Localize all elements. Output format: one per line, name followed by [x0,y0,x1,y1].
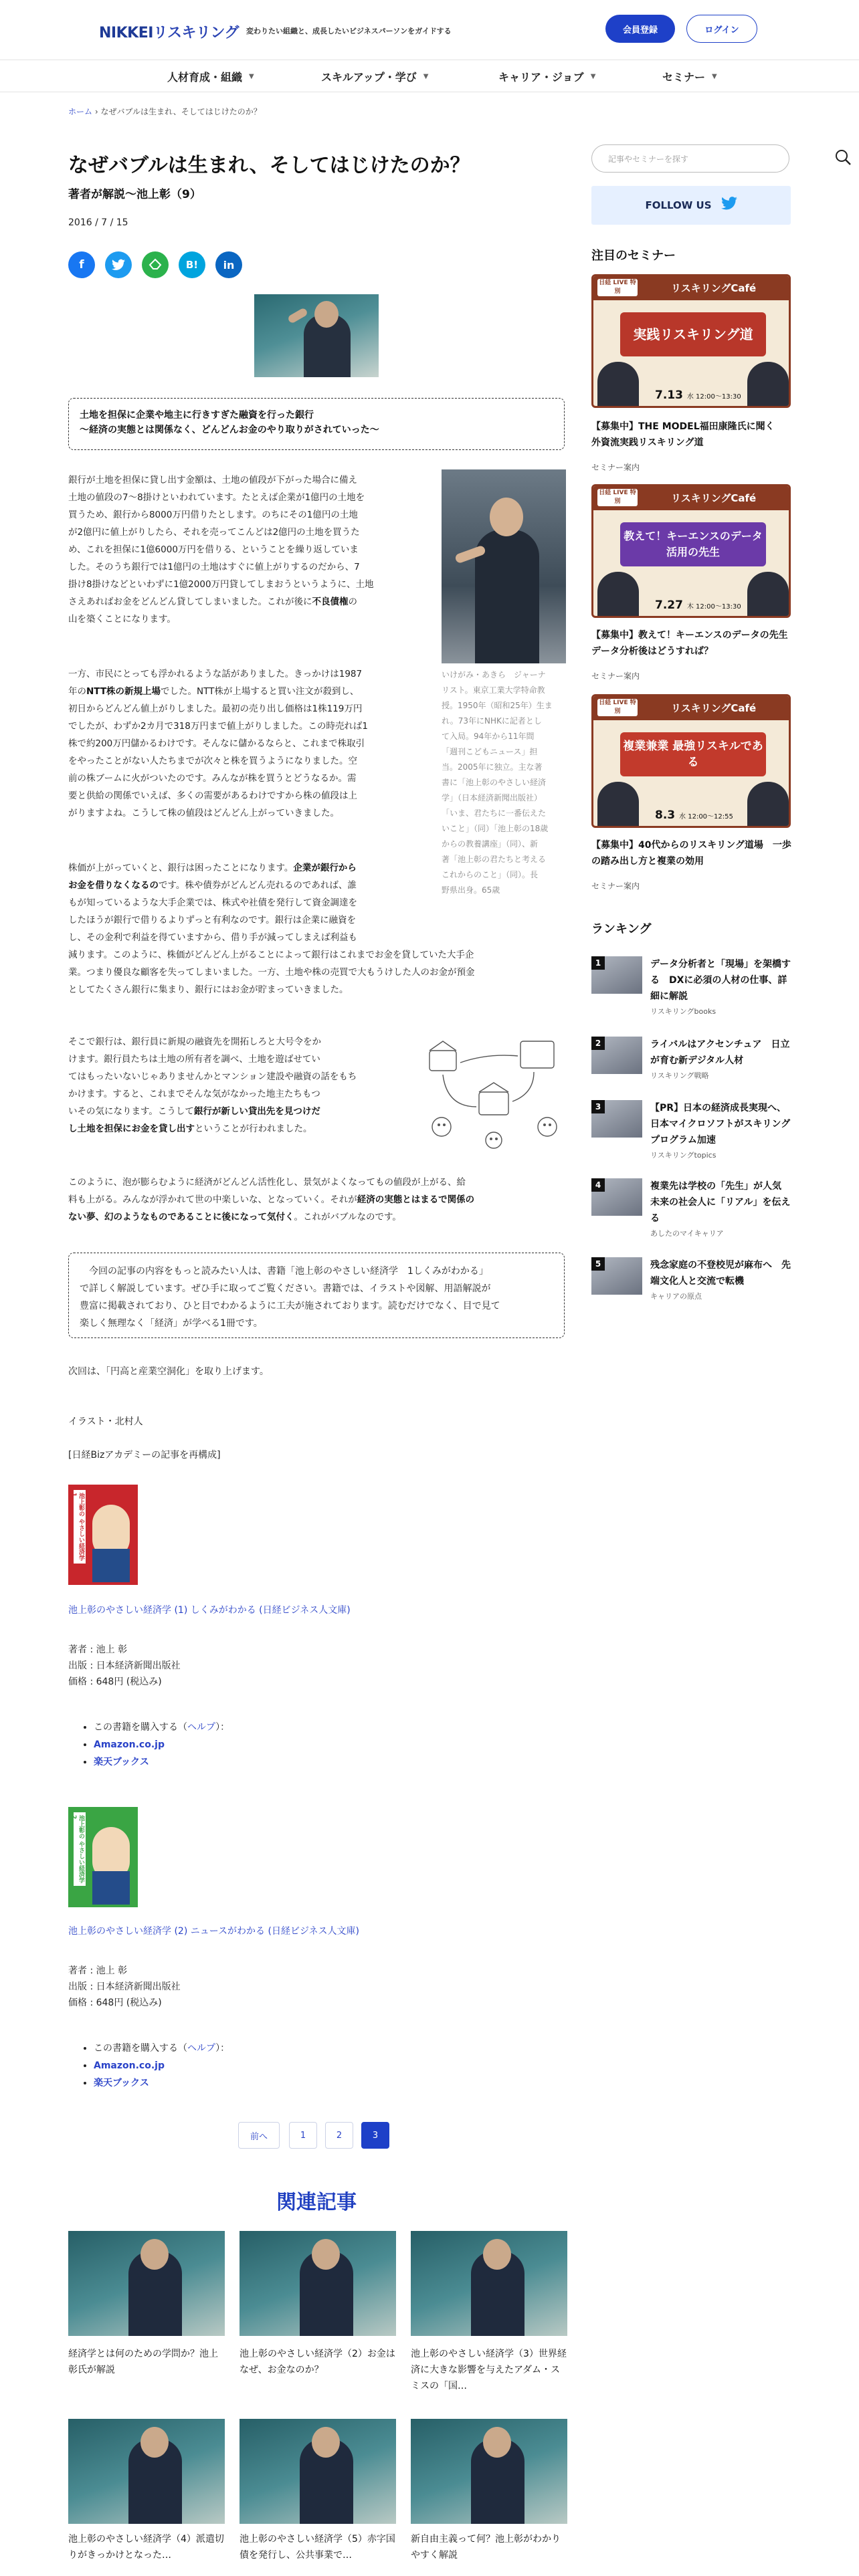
seminar-banner-tag: 日経 LIVE 特別 [597,489,638,506]
ranking-category: リスキリング戦略 [650,1071,709,1080]
facebook-share-button[interactable] [68,251,95,278]
nav-item-seminar[interactable]: セミナー ▼ [662,70,717,84]
seminar-banner-label: リスキリングCafé [593,276,789,300]
pagination-page-2[interactable]: 2 [325,2122,353,2149]
nav-item-skillup[interactable]: スキルアップ・学び ▼ [321,70,429,84]
related-articles-heading: 関連記事 [276,2191,357,2214]
related-title-3[interactable]: 池上彰のやさしい経済学（3）世界経済に大きな影響を与えたアダム・スミスの「国… [411,2349,567,2391]
paragraph-line: した。そのうち銀行では1億円の土地はすぐに値上がりするのだから、7 [68,562,360,572]
book-buy-list-2 [94,2040,229,2092]
book-promo-box [68,1253,565,1338]
pagination-page-3-current[interactable]: 3 [361,2122,389,2149]
main-nav [0,60,859,92]
paragraph-line: 買うため、銀行から8000万円借りたとします。のちにその1億円の土地 [68,510,358,520]
ranking-title: 複業先は学校の「先生」が人気 未来の社会人に「リアル」を伝える [650,1181,791,1224]
ranking-category: キャリアの原点 [650,1292,702,1301]
source-note: [日経Bizアカデミーの記事を再構成] [68,1450,221,1461]
paragraph-line: 土地の値段の7～8掛けといわれています。たとえば企業が1億円の土地を [68,492,365,503]
paragraph-2 [68,665,433,822]
ranking-item-1[interactable] [591,956,792,1023]
ranking-title: ライバルはアクセンチュア 日立が育む新デジタル人材 [650,1039,790,1066]
search-icon[interactable] [834,148,852,166]
lead-line-1: 土地を担保に企業や地主に行きすぎた融資を行った銀行 [80,410,314,421]
paragraph-1 [68,471,430,628]
seminar-banner-label: リスキリングCafé [593,696,789,720]
book-publisher: 出版 : 日本経済新聞出版社 [68,1660,181,1671]
ranking-number: 1 [591,956,605,970]
breadcrumb-home[interactable]: ホーム [68,107,93,116]
seminar-date: 8.3 水 12:00～12:55 [655,809,733,822]
hatena-bookmark-icon: B! [185,259,199,271]
book-cover-title: 池上彰の やさしい経済学 1 [74,1490,86,1564]
amazon-link[interactable]: Amazon.co.jp [94,2060,165,2071]
breadcrumb-separator: › [94,107,98,116]
chevron-down-icon: ▼ [590,72,596,80]
pagination-prev-button[interactable]: 前へ [238,2122,280,2149]
book-title-link-1[interactable]: 池上彰のやさしい経済学 (1) しくみがわかる (日経ビジネス人文庫) [68,1605,351,1616]
caption-line: れ。73年にNHKに記者とし [442,716,542,726]
illustration-credit: イラスト・北村人 [68,1416,143,1427]
chevron-down-icon: ▼ [249,72,254,80]
seminar-banner-1[interactable] [591,274,791,408]
caption-line: 学」（日本経済新聞出版社） [442,793,543,802]
paragraph-line: 株で約200万円儲かるわけです。そんなに儲かるならと、これまで株取引 [68,738,365,749]
paragraph-line: 初日からどんどん値上がりしました。最初の売り出し価格は1株119万円 [68,704,363,714]
caption-line: て入局。94年から11年間 [442,732,535,741]
related-thumb-6[interactable] [411,2419,567,2524]
site-header [0,0,859,60]
paragraph-line: お金を借りなくなるのです。株や債券がどんどん売れるのであれば、誰 [68,880,357,891]
seminar-banner-tag: 日経 LIVE 特別 [597,699,638,716]
ranking-number: 4 [591,1178,605,1192]
book-author: 著者 : 池上 彰 [68,1965,128,1976]
related-title-2[interactable]: 池上彰のやさしい経済学（2）お金はなぜ、お金なのか？ [240,2349,395,2375]
paragraph-line: もが知っているような大手企業では、株式や社債を発行して資金調達を [68,897,357,908]
seminar-banner-3[interactable] [591,694,791,828]
paragraph-3 [68,859,565,998]
caption-line: リスト。東京工業大学特命教 [442,685,545,695]
paragraph-line: 株価が上がっていくと、銀行は困ったことになります。企業が銀行から [68,863,357,873]
ranking-category: リスキリングtopics [650,1151,717,1160]
seminar-title-2[interactable]: 【募集中】教えて！キーエンスのデータの先生 データ分析後はどうすれば？ [591,630,797,657]
book-cover-2[interactable] [68,1807,138,1907]
caption-line: 授。1950年（昭和25年）生ま [442,701,553,710]
paragraph-line: そこで銀行は、銀行員に新規の融資先を開拓しろと大号令をか [68,1037,321,1047]
feedly-icon [149,258,162,272]
book-author: 著者 : 池上 彰 [68,1644,128,1655]
caption-line: 野県出身。65歳 [442,885,500,895]
caption-line: いこと」（同）「池上彰の18歳 [442,824,549,833]
book-meta-1 [68,1642,181,1690]
next-episode-text: 次回は、「円高と産業空洞化」を取り上げます。 [68,1366,269,1377]
book-price: 価格 : 648円 (税込み) [68,1677,162,1687]
ranking-number: 2 [591,1037,605,1050]
twitter-share-button[interactable] [105,251,132,278]
paragraph-line: したほうが銀行で借りるよりずっと有利なのです。銀行は企業に融資を [68,915,357,926]
ranking-item-4[interactable] [591,1178,792,1245]
caption-line: 著「池上彰の君たちと考える [442,855,547,864]
register-button[interactable]: 会員登録 [605,15,675,43]
book-cover-title: 池上彰の やさしい経済学 2 [74,1812,86,1886]
paragraph-line: いその気になります。こうして銀行が新しい貸出先を見つけだ [68,1106,320,1117]
paragraph-line: さえあればお金をどんどん貸してしまいました。これが後に不良債権の [68,597,357,607]
paragraph-line: 料も上がる。みんなが浮かれて世の中楽しいな、となっていく。それが経済の実態とはまるで関係の [68,1194,475,1205]
paragraph-line: かけます。すると、これまでそんな気がなかった地主たちもつ [68,1089,320,1099]
ranking-category: あしたのマイキャリア [650,1229,724,1238]
site-logo[interactable]: NIKKEIリスキリング [99,25,240,41]
ranking-item-2[interactable] [591,1037,792,1103]
related-title-6[interactable]: 新自由主義って何？池上彰がわかりやすく解説 [411,2534,561,2561]
ranking-item-5[interactable] [591,1257,792,1324]
paragraph-line: がりますよね。こうして株の値段はどんどん上がっていきました。 [68,808,339,819]
paragraph-4 [68,1033,416,1138]
paragraph-line: し、その金利で利益を得ていますから、借り手が減ってしまえば利益も [68,932,357,943]
seminar-headline: 実践リスキリング道 [620,312,766,356]
paragraph-line: 掛け8掛けなどといわずに1億2000万円貸してしまおうというように、土地 [68,579,374,590]
ranking-number: 5 [591,1257,605,1271]
linkedin-share-button[interactable] [215,251,242,278]
seminar-title-1[interactable]: 【募集中】THE MODEL福田康隆氏に聞く 外資流実践リスキリング道 [591,421,784,448]
book-meta-2 [68,1963,181,2011]
book-publisher: 出版 : 日本経済新聞出版社 [68,1981,181,1992]
book-note-line: で詳しく解説しています。ぜひ手に取ってご覧ください。書籍では、イラストや図解、用語解説が [80,1283,491,1294]
seminar-title-3[interactable]: 【募集中】40代からのリスキリング道場 一歩の踏み出し方と複業の効用 [591,840,791,867]
ranking-title: データ分析者と「現場」を架橋する DXに必須の人材の仕事、詳細に解説 [650,959,791,1002]
paragraph-line: をやったことがない人たちまでが次々と株を買うようになりました。空 [68,756,357,766]
twitter-icon [721,197,737,214]
related-thumb-2[interactable] [240,2231,396,2336]
related-title-5[interactable]: 池上彰のやさしい経済学（5）赤字国債を発行し、公共事業で… [240,2534,395,2561]
help-link[interactable]: ヘルプ [187,1722,216,1733]
paragraph-line: 年のNTT株の新規上場でした。NTT株が上場すると買い注文が殺到し、 [68,686,359,697]
rakuten-link[interactable]: 楽天ブックス [94,2078,149,2088]
ranking-item-3[interactable] [591,1100,792,1167]
seminar-date: 7.27 木 12:00～13:30 [655,599,741,612]
breadcrumb-current: なぜバブルは生まれ、そしてはじけたのか？ [100,107,262,116]
buy-prompt: • この書籍を購入する（ヘルプ）： [94,2040,229,2057]
caption-line: 書に「池上彰のやさしい経済 [442,778,547,787]
seminar-headline: 教えて！キーエンスのデータ活用の先生 [620,522,766,566]
seminar-category: セミナー案内 [591,881,640,891]
paragraph-line: し土地を担保にお金を貸し出すということが行われました。 [68,1123,312,1134]
paragraph-line: でしたが、わずか2カ月で318万円まで値上がりしました。この時売れば1 [68,721,368,732]
paragraph-line: てはもったいないじゃありませんかとマンション建設や融資の話をもち [68,1071,357,1082]
login-button[interactable]: ログイン [686,15,757,43]
breadcrumb [68,106,262,117]
twitter-icon [112,259,125,271]
article-lead-box [68,398,565,450]
paragraph-line: が2億円に値上がりしたら、それを売ってこんどは2億円の土地を買うた [68,527,360,538]
paragraph-line: としてたくさん銀行に集まり、銀行にはお金が貯まっていきました。 [68,984,349,995]
ranking-number: 3 [591,1100,605,1113]
book-note-line: 豊富に掲載されており、ひと目でわかるように工夫が施されております。読むだけでなく、目で見て [80,1301,500,1311]
related-title-4[interactable]: 池上彰のやさしい経済学（4）派遣切りがきっかけとなった… [68,2534,224,2561]
amazon-link[interactable]: Amazon.co.jp [94,1739,165,1750]
author-photo [442,469,566,663]
ranking-heading: ランキング [591,922,652,936]
lead-line-2: ～経済の実態とは関係なく、どんどんお金のやり取りがされていった～ [80,425,379,435]
search-input[interactable]: 記事やセミナーを探す [591,144,789,173]
book-buy-list-1 [94,1719,229,1771]
caption-line: 「週刊こどもニュース」担 [442,747,538,756]
seminar-banner-label: リスキリングCafé [593,486,789,510]
chevron-down-icon: ▼ [712,72,717,80]
paragraph-5 [68,1174,565,1226]
related-thumb-3[interactable] [411,2231,567,2336]
paragraph-line: 銀行が土地を担保に貸し出す金額は、土地の値段が下がった場合に備え [68,475,357,486]
paragraph-line: 減ります。このように、株価がどんどん上がることによって銀行はこれまでお金を貸していた大手企 [68,950,474,960]
feedly-share-button[interactable] [142,251,169,278]
paragraph-line: 山を築くことになります。 [68,614,176,625]
chevron-down-icon: ▼ [423,72,429,80]
buy-prompt: • この書籍を購入する（ヘルプ）： [94,1719,229,1736]
linkedin-icon: in [223,258,235,272]
seminar-date: 7.13 水 12:00～13:30 [655,389,741,402]
related-title-1[interactable]: 経済学とは何のための学問か？池上彰氏が解説 [68,2349,218,2375]
article-subtitle: 著者が解説～池上彰（9） [68,188,201,201]
book-note-line: 今回の記事の内容をもっと読みたい人は、書籍「池上彰のやさしい経済学 1しくみがわかる」 [80,1266,488,1277]
rakuten-link[interactable]: 楽天ブックス [94,1757,149,1767]
paragraph-line: 要と供給の関係でいえば、多くの需要があるわけですから株の値段は上 [68,790,357,801]
featured-seminars-heading: 注目のセミナー [591,249,676,263]
ranking-title: 残念家庭の不登校児が麻布へ 先端文化人と交流で転機 [650,1260,791,1287]
ranking-title: 【PR】日本の経済成長実現へ、日本マイクロソフトがスキリングプログラム加速 [650,1103,791,1146]
paragraph-line: 業。つまり優良な顧客を失ってしまいました。一方、土地や株の売買で大もうけした人のお金が預金 [68,967,475,978]
hatena-share-button[interactable] [179,251,205,278]
seminar-banner-2[interactable] [591,484,791,618]
seminar-category: セミナー案内 [591,671,640,681]
paragraph-line: 一方、市民にとっても浮かれるような話がありました。きっかけは1987 [68,669,363,679]
related-thumb-1[interactable] [68,2231,225,2336]
related-thumb-5[interactable] [240,2419,396,2524]
related-thumb-4[interactable] [68,2419,225,2524]
site-tagline: 変わりたい組織と、成長したいビジネスパーソンをガイドする [246,27,452,35]
book-price: 価格 : 648円 (税込み) [68,1998,162,2008]
book-cover-1[interactable] [68,1485,138,1585]
caption-line: いけがみ・あきら ジャーナ [442,670,546,679]
pagination-page-1[interactable]: 1 [289,2122,317,2149]
help-link[interactable]: ヘルプ [187,2043,216,2054]
paragraph-line: め、これを担保に1億6000万円を借りる、ということを繰り返していま [68,544,359,555]
nav-item-hr[interactable]: 人材育成・組織 ▼ [167,70,254,84]
book-title-link-2[interactable]: 池上彰のやさしい経済学 (2) ニュースがわかる (日経ビジネス人文庫) [68,1926,359,1937]
seminar-banner-tag: 日経 LIVE 特別 [597,279,638,296]
page-title: なぜバブルは生まれ、そしてはじけたのか？ [68,154,470,177]
book-note-line: 楽しく無理なく「経済」が学べる1冊です。 [80,1318,263,1329]
caption-line: 「いま、君たちに一番伝えた [442,809,547,818]
paragraph-line: このように、泡が膨らむように経済がどんどん活性化し、景気がよくなってもの値段が上がる、給 [68,1177,466,1188]
facebook-icon: f [79,258,84,272]
paragraph-line: けます。銀行員たちは土地の所有者を調べ、土地を遊ばせてい [68,1054,320,1065]
bubble-illustration [420,1033,565,1155]
nav-item-career[interactable]: キャリア・ジョブ ▼ [498,70,596,84]
seminar-headline: 複業兼業 最強リスキルである [620,732,766,776]
article-date: 2016 / 7 / 15 [68,217,128,228]
ranking-category: リスキリングbooks [650,1007,717,1016]
follow-us-twitter-button[interactable]: FOLLOW US [591,186,791,225]
seminar-category: セミナー案内 [591,463,640,472]
caption-line: これからのこと」（同）。長 [442,870,539,879]
paragraph-line: ない夢、幻のようなものであることに後になって気付く。これがバブルなのです。 [68,1212,401,1222]
caption-line: 当。2005年に独立。主な著 [442,762,543,772]
caption-line: からの教養講座」（同）、新 [442,839,539,849]
article-header-image [254,294,379,377]
paragraph-line: 前の株ブームに火がついたのです。みんなが株を買うとどうなるか。需 [68,773,357,784]
